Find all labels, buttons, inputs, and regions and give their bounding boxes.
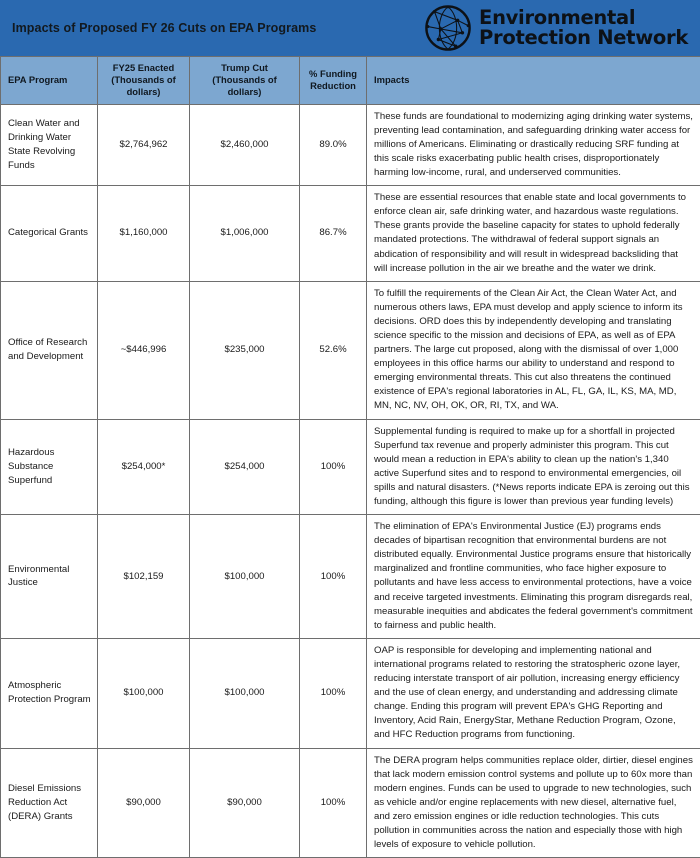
cell-program: Environmental Justice	[1, 515, 98, 639]
cell-fy25-enacted: $1,160,000	[98, 186, 190, 282]
cell-impacts: These are essential resources that enable state and local governments to enforce clean air, safe drinking water, and hazardous waste regulations. These grants provide the baseline capacity for states to uphold federally mandated protections. The withdrawal of federal support signals an abdication of responsibility and will result in widespread backsliding that will increase pollution in the air we breathe and the water we drink.	[367, 186, 700, 282]
table-row	[1, 186, 700, 282]
cell-trump-cut: $100,000	[190, 638, 300, 748]
cell-impacts: The elimination of EPA's Environmental Justice (EJ) programs ends decades of bipartisan recognition that environmental burdens are not distributed equally. Environmental Justice programs ensure that historically marginalized and frontline communities, who face higher exposure to pollutants and have less access to environmental protections, have a voice and receive targeted investments. Eliminating this program disregards real, measurable inequities and abdicates the federal government's commitment to fairness and public health.	[367, 515, 700, 639]
cell-fy25-enacted: $90,000	[98, 748, 190, 858]
column-header-fy25-enacted	[98, 57, 190, 105]
table-row	[1, 104, 700, 185]
cell-trump-cut: $1,006,000	[190, 186, 300, 282]
header-line: (Thousands of dollars)	[212, 74, 277, 97]
cell-program: Diesel Emissions Reduction Act (DERA) Grants	[1, 748, 98, 858]
globe-network-icon	[424, 4, 472, 52]
cell-percent-reduction: 100%	[300, 419, 367, 515]
cell-impacts: To fulfill the requirements of the Clean Air Act, the Clean Water Act, and numerous others laws, EPA must develop and apply science to inform its decisions. ORD does this by independently developing and translating science specific to the mission and decisions of EPA, as well as of EPA partners. The large cut proposed, along with the dismissal of over 1,000 employees in this office harms our ability to understand and respond to emerging environmental threats. This cut also threatens the continued existence of EPA's regional laboratories in AL, FL, GA, IL, KS, MA, MD, MN, NC, NV, OH, OK, OR, RI, TX, and WA.	[367, 281, 700, 419]
cell-impacts: OAP is responsible for developing and implementing national and international programs related to restoring the stratospheric ozone layer, reducing interstate transport of air pollution, increasing energy efficiency and the use of clean energy, and understanding and addressing climate change. Ending this program will prevent EPA's GHG Reporting and Inventory, Acid Rain, EnergyStar, Methane Reduction Program, Ozone, and HFC Reduction programs from functioning.	[367, 638, 700, 748]
cell-percent-reduction: 100%	[300, 748, 367, 858]
header-line: (Thousands of	[111, 74, 176, 85]
cell-percent-reduction: 100%	[300, 638, 367, 748]
header-line: Reduction	[310, 80, 356, 91]
logo-wordmark	[479, 8, 688, 48]
cell-program: Atmospheric Protection Program	[1, 638, 98, 748]
logo-line-2: Protection Network	[479, 28, 688, 48]
cell-trump-cut: $100,000	[190, 515, 300, 639]
cell-trump-cut: $2,460,000	[190, 104, 300, 185]
header-line: FY25 Enacted	[113, 62, 174, 73]
header-line: dollars)	[127, 86, 161, 97]
cell-trump-cut: $90,000	[190, 748, 300, 858]
table-header-row	[1, 57, 700, 105]
cell-percent-reduction: 100%	[300, 515, 367, 639]
table-header	[1, 57, 700, 105]
cell-trump-cut: $254,000	[190, 419, 300, 515]
logo-line-1: Environmental	[479, 8, 688, 28]
cell-program: Office of Research and Development	[1, 281, 98, 419]
header-line: % Funding	[309, 68, 357, 79]
cell-impacts: These funds are foundational to modernizing aging drinking water systems, preventing lead contamination, and safeguarding drinking water access for millions of Americans. Eliminating or drastically reducing SRF funding at this scale risks exacerbating public health crises, disproportionately harming low-income, rural, and underserved communities.	[367, 104, 700, 185]
cell-program: Clean Water and Drinking Water State Revolving Funds	[1, 104, 98, 185]
cell-trump-cut: $235,000	[190, 281, 300, 419]
table-row	[1, 638, 700, 748]
column-header-epa-program: EPA Program	[1, 57, 98, 105]
page-title: Impacts of Proposed FY 26 Cuts on EPA Programs	[12, 21, 316, 35]
cell-fy25-enacted: $254,000*	[98, 419, 190, 515]
table-body	[1, 104, 700, 858]
column-header-impacts: Impacts	[367, 57, 700, 105]
header-line: Trump Cut	[221, 62, 268, 73]
epa-cuts-table	[0, 56, 700, 858]
cell-fy25-enacted: ~$446,996	[98, 281, 190, 419]
table-row	[1, 748, 700, 858]
cell-program: Hazardous Substance Superfund	[1, 419, 98, 515]
cell-fy25-enacted: $102,159	[98, 515, 190, 639]
organization-logo	[424, 4, 694, 52]
cell-impacts: The DERA program helps communities replace older, dirtier, diesel engines that lack modern emission control systems and pollute up to 60x more than modern engines. Funds can be used to upgrade to new technologies, such as vehicle and/or engine replacements with new diesel, alternative fuel, and zero emission engines or idle reduction technologies. This cuts pollution in communities across the nation and especially those with high levels of exposure to vehicle pollution.	[367, 748, 700, 858]
table-row	[1, 515, 700, 639]
cell-percent-reduction: 52.6%	[300, 281, 367, 419]
cell-fy25-enacted: $100,000	[98, 638, 190, 748]
cell-program: Categorical Grants	[1, 186, 98, 282]
column-header-percent-reduction	[300, 57, 367, 105]
cell-impacts: Supplemental funding is required to make up for a shortfall in projected Superfund tax revenue and properly administer this program. This cut would mean a reduction in EPA's ability to clean up the nation's 1,340 active Superfund sites and to respond to environmental emergencies, oil spills and natural disasters. (*News reports indicate EPA is zeroing out this funding, although this figure is lower than previous year funding levels)	[367, 419, 700, 515]
cell-percent-reduction: 86.7%	[300, 186, 367, 282]
cell-fy25-enacted: $2,764,962	[98, 104, 190, 185]
table-row	[1, 419, 700, 515]
page-banner	[0, 0, 700, 56]
table-row	[1, 281, 700, 419]
column-header-trump-cut	[190, 57, 300, 105]
cell-percent-reduction: 89.0%	[300, 104, 367, 185]
